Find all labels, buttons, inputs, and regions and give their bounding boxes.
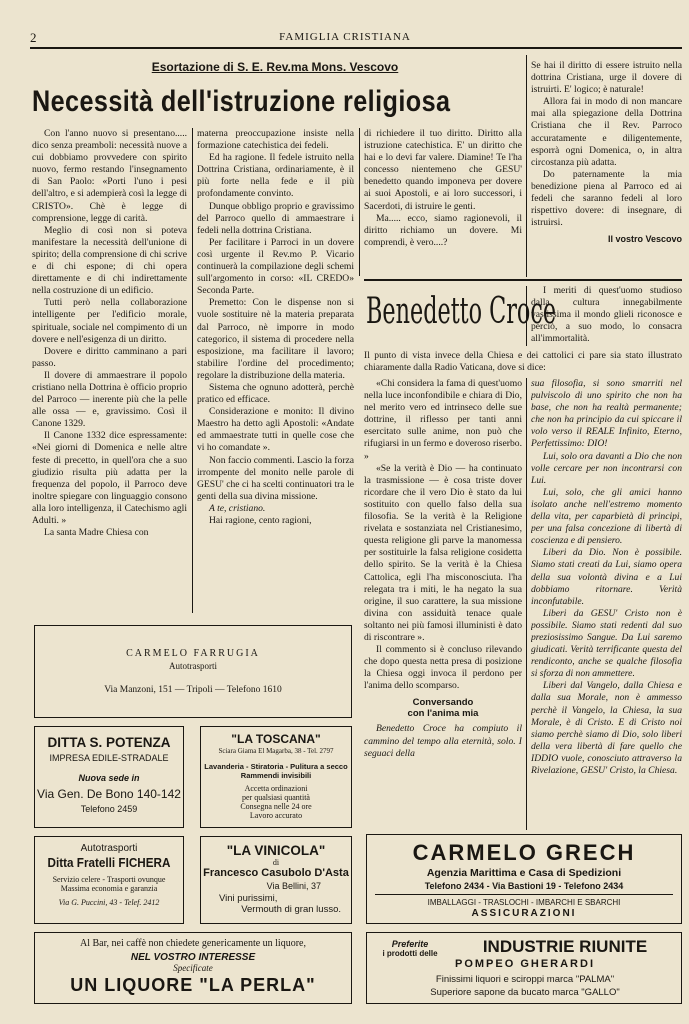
paragraph: Premetto: Con le dispense non si vuole sostituire nè la materia preparata dal Parroco, nè imporre in modo categorico, il sistema di procedere nella esposizione, ma facilitare il lavoro; stabilire l'ordine del procedimento; regolare la distribuzione della materia.	[197, 297, 354, 381]
paragraph: Meglio di così non si poteva manifestare la necessità dell'unione di spirito; della comprensione di chi scrive e di chi espone; di chi opera direttamente e di chi indirettamente nella costruzione di un edificio.	[32, 224, 187, 297]
ad-farrugia-address: Via Manzoni, 151 — Tripoli — Telefono 1610	[104, 685, 282, 695]
magazine-title: FAMIGLIA CRISTIANA	[279, 31, 411, 43]
croce-intro-right: I meriti di quest'uomo studioso dalla cultura innegabilmente vastissima il mondo glieli riconosce e perciò, a suo modo, lo consacra all'immortalità.	[531, 285, 682, 345]
ad-grech-divider	[375, 894, 673, 895]
ad-fichera-address: Via G. Puccini, 43 - Telef. 2412	[58, 898, 160, 907]
paragraph: Liberi dal Vangelo, dalla Chiesa e dalla sua Morale, non è ammesso perchè il Vangelo, la Chiesa, la sua Morale, è di Cristo. E di Cristo noi siamo perchè siamo di Dio, solo liberi della vera libertà di fare quello che IDDIO vuole, conosciuto attraverso la Rivelazione, GESU' Cristo, la Chiesa.	[531, 680, 682, 776]
paragraph: Considerazione e monito: Il divino Maestro ha detto agli Apostoli: «Andate ed ammaestrate tutti in quelle cose che vi ho comandate ».	[197, 406, 354, 454]
ad-fichera	[34, 836, 184, 924]
ad-vinicola-di: di	[272, 858, 280, 867]
ad-grech-phone: Telefono 2434 - Via Bastioni 19 - Telefono 2434	[424, 881, 624, 891]
paragraph: Dunque obbligo proprio e gravissimo del Parroco quello di ammaestrare i fedeli nella dottrina Cristiana.	[197, 200, 354, 236]
paragraph: Lui, solo ora davanti a Dio che non volle cercare per non incontrarsi con Lui.	[531, 450, 682, 486]
column-divider	[526, 286, 527, 346]
section-rule	[364, 279, 682, 281]
article1-column-3	[364, 128, 522, 274]
paragraph: Se hai il diritto di essere istruito nella dottrina Cristiana, urge il dovere di istruirti. E' logico; è naturale!	[531, 60, 682, 96]
paragraph: Allora fai in modo di non mancare mai alla spiegazione della Dottrina Cristiana che il Rev. Parroco accuratamente e diligentemente, esporrà ogni Domenica, o, in altra circostanza più adatta.	[531, 96, 682, 168]
paragraph: Benedetto Croce ha compiuto il cammino del tempo alla eternità, solo. I seguaci della	[364, 723, 522, 759]
ad-farrugia-subtitle: Autotrasporti	[169, 661, 217, 671]
ad-toscana-services: Lavanderia - Stiratoria - Pulitura a secco	[204, 762, 348, 771]
ad-fichera-service: Servizio celere - Trasporti ovunque	[52, 875, 166, 884]
ad-potenza-address: Via Gen. De Bono 140-142	[37, 787, 181, 801]
ad-grech-subtitle: Agenzia Marittima e Casa di Spedizioni	[426, 867, 622, 879]
croce-title: Benedetto Croce	[366, 291, 557, 332]
ad-fichera-name: Ditta Fratelli FICHERA	[47, 855, 171, 870]
header-rule	[30, 47, 682, 49]
paragraph: Non faccio commenti. Lascio la forza irrompente del monito nelle parole di GESU' che ci ha scelti continuatori tra le genti della sua divina missione.	[197, 454, 354, 502]
ad-potenza-phone: Telefono 2459	[80, 804, 138, 814]
croce-subhead: con l'anima mia	[407, 708, 479, 720]
paragraph: Tutti però nella collaborazione intelligente per l'edificio morale, spirituale, sociale nel compimento di un dovere e nell'esigenza di un diritto.	[32, 297, 187, 345]
ad-grech-services: IMBALLAGGI - TRASLOCHI - IMBARCHI E SBARCHI	[427, 898, 621, 907]
ad-vinicola-owner: Francesco Casubolo D'Asta	[203, 867, 349, 879]
ad-riunite-liquori: Finissimi liquori e sciroppi marca "PALMA"	[435, 974, 615, 985]
ad-la-perla	[34, 932, 352, 1004]
ad-riunite-prefer	[373, 939, 447, 958]
paragraph: Ma..... ecco, siamo ragionevoli, il diritto richiamo un dovere. Mi comprendi, è vero....?	[364, 212, 522, 248]
ad-grech	[366, 834, 682, 924]
article-title: Necessità dell'istruzione religiosa	[32, 85, 451, 118]
paragraph: Con l'anno nuovo si presentano..... dico senza preamboli: necessità nuove a cui dobbiamo provvedere con spirito nuovo, fermo restando l'insegnamento di San Paolo: «Porti l'uno i pesi dell'altro, e si adempierà così la legge di CRISTO». Chè è legge di comprensione, legge di carità.	[32, 128, 187, 224]
ad-riunite-pre2: i prodotti delle	[382, 949, 438, 958]
ad-vinicola-vermouth: Vermouth di gran lusso.	[241, 904, 341, 915]
ad-fichera-subtitle: Autotrasporti	[80, 843, 138, 854]
paragraph: Liberi da GESU' Cristo non è possibile. Siamo stati redenti dal suo preziosissimo Sangue. Da Lui saremo giudicati. Verità terrificante questa del rendiconto, anche se qualche filosofia si sforza di non ammettere.	[531, 607, 682, 680]
paragraph: A te, cristiano.	[209, 502, 266, 514]
paragraph: «Chi considera la fama di quest'uomo nella luce inconfondibile e chiara di Dio, nel merito vero ed intrinseco delle sue dottrine, il riflesso per tanti anni esercitato sulle anime, non può che rifugiarsi in un fermo e doveroso riserbo. »	[364, 378, 522, 462]
paragraph: Il dovere di ammaestrare il popolo cristiano nella Dottrina è officio proprio del Parroco — inerente più che la pelle alle ossa — e, gravissimo. Così il Canone 1329.	[32, 369, 187, 430]
ad-perla-specify: Specificate	[173, 963, 213, 973]
paragraph: Dovere e diritto camminano a pari passo.	[32, 345, 187, 369]
ad-potenza	[34, 726, 184, 828]
paragraph: Il commento si è concluso rilevando che dopo questa netta presa di posizione la Chiesa oggi invoca il perdono per l'anima dello scomparso.	[364, 644, 522, 692]
paragraph: sua filosofia, si sono smarriti nel pulviscolo di uno spirito che non ha base, che non ha realtà permanente; che non ha principio da cui spiccare il volo verso il REALE Infinito, Eterno, Perfettissimo: DIO!	[531, 378, 682, 450]
ad-perla-line: Al Bar, nei caffè non chiedete genericamente un liquore,	[80, 938, 306, 949]
croce-column-b	[531, 378, 682, 830]
ad-toscana-line: per qualsiasi quantità	[242, 793, 310, 802]
croce-subhead: Conversando	[412, 697, 474, 709]
paragraph: Sistema che ognuno adotterà, perchè pratico ed efficace.	[197, 381, 354, 406]
ad-industrie-riunite	[366, 932, 682, 1004]
ad-toscana-address: Sciara Giama El Magarba, 38 - Tel. 2797	[218, 747, 334, 755]
croce-column-a	[364, 378, 522, 810]
paragraph: «Se la verità è Dio — ha continuato la trasmissione — è cosa triste dover ricordare che il vero Dio è stato da lui sostituito con quello falso della sua filosofia. Se la verità è la Religione rivelata e sostanziata nel Cristianesimo, questa religione gli parve la manomessa per sostituirle la falsa religione cosidetta dello spirito. Se la verità è la Chiesa Cattolica, egli l'ha misconosciuta. l'ha relegata tra i miti, le ha negato la sua origine, il suo carattere, la sua missione divina con assiduità tenace quale soltanto nei più famosi illuministi è dato di riscontrare ».	[364, 462, 522, 643]
ad-toscana-line: Lavoro accurato	[249, 811, 303, 820]
ad-riunite-name: INDUSTRIE RIUNITE	[482, 937, 648, 956]
paragraph: Liberi da Dio. Non è possibile. Siamo stati creati da Lui, siamo opera della sua volontà divina e a Lui dobbiamo ritornare. Verità inconfutabile.	[531, 547, 682, 607]
paragraph: Ed ha ragione. Il fedele istruito nella Dottrina Cristiana, ordinariamente, è il più forte nella fede e il più profondamente convinto.	[197, 152, 354, 200]
paragraph: materna preoccupazione insiste nella formazione catechistica dei fedeli.	[197, 128, 354, 152]
column-divider	[526, 55, 527, 277]
paragraph: di richiedere il tuo diritto. Diritto alla istruzione catechistica. E' un diritto che hai e lo devi far valere. Diamine! Te l'ha concesso nientemeno che GESU' benedetto quando imponeva per dovere ai suoi Apostoli, e ai loro successori, i Sacerdoti, di istruire le genti.	[364, 128, 522, 212]
ad-riunite-sapone: Superiore sapone da bucato marca "GALLO"	[430, 987, 620, 998]
ad-vinicola-address: Via Bellini, 37	[266, 881, 321, 891]
ad-perla-name: UN LIQUORE "LA PERLA"	[70, 975, 316, 995]
croce-intro-full: Il punto di vista invece della Chiesa e dei cattolici ci pare sia stato illustrato chiaramente dalla Radio Vaticana, dove si dice:	[364, 350, 682, 374]
paragraph: Per facilitare i Parroci in un dovere così urgente il Rev.mo P. Vicario continuerà la compilazione degli schemi sull'argomento in corso: «IL CREDO» Seconda Parte.	[197, 236, 354, 297]
ad-potenza-newhq: Nuova sede in	[78, 773, 140, 783]
ad-potenza-subtitle: IMPRESA EDILE-STRADALE	[49, 753, 169, 763]
article1-column-1	[32, 128, 187, 613]
ad-riunite-owner: POMPEO GHERARDI	[454, 958, 595, 970]
ad-vinicola-name: "LA VINICOLA"	[226, 843, 326, 858]
article1-column-2	[197, 128, 354, 613]
paragraph: La santa Madre Chiesa con	[44, 527, 149, 539]
ad-grech-name: CARMELO GRECH	[412, 840, 636, 865]
ad-toscana-line: Consegna nelle 24 ore	[240, 802, 312, 811]
article-kicker: Esortazione di S. E. Rev.ma Mons. Vescovo	[151, 60, 399, 74]
column-divider	[192, 128, 193, 613]
article1-column-4	[531, 60, 682, 276]
paragraph: Hai ragione, cento ragioni,	[209, 515, 312, 526]
paragraph: Do paternamente la mia benedizione piena al Parroco ed ai fedeli che saranno fedeli al loro rispettivo dovere: di insegnare, di istruirsi.	[531, 168, 682, 229]
ad-fichera-service-2: Massima economia e garanzia	[60, 884, 158, 893]
ad-vinicola-wines: Vini purissimi,	[219, 893, 278, 904]
column-divider	[526, 378, 527, 830]
column-divider	[359, 128, 360, 276]
page-number: 2	[30, 30, 37, 45]
ad-riunite-pre1: Preferite	[391, 939, 429, 949]
paragraph: Lui, solo, che gli amici hanno isolato anche nell'estremo momento della vita, per caparbietà di principi, per una falsa concezione di libertà di coscienza e di pensiero.	[531, 486, 682, 547]
ad-toscana-line: Accetta ordinazioni	[244, 784, 308, 793]
ad-potenza-name: DITTA S. POTENZA	[47, 735, 171, 750]
ad-toscana-name: "LA TOSCANA"	[231, 732, 321, 746]
ad-farrugia	[34, 625, 352, 718]
ad-perla-interest: NEL VOSTRO INTERESSE	[130, 952, 256, 963]
ad-toscana-services-2: Rammendi invisibili	[240, 771, 312, 780]
ad-farrugia-name: CARMELO FARRUGIA	[126, 648, 260, 659]
paragraph: Il Canone 1332 dice espressamente: «Nei giorni di Domenica e nelle altre feste di precetto, in quell'ora che a suo giudizio risulta più adatta per la frequenza del popolo, il Parroco deve inoltre spiegare con linguaggio consono alla loro intelligenza, il Catechismo agli Adulti. »	[32, 430, 187, 526]
bishop-signature: Il vostro Vescovo	[607, 234, 682, 245]
ad-vinicola	[200, 836, 352, 924]
ad-toscana	[200, 726, 352, 828]
ad-grech-insurance: ASSICURAZIONI	[471, 908, 577, 919]
